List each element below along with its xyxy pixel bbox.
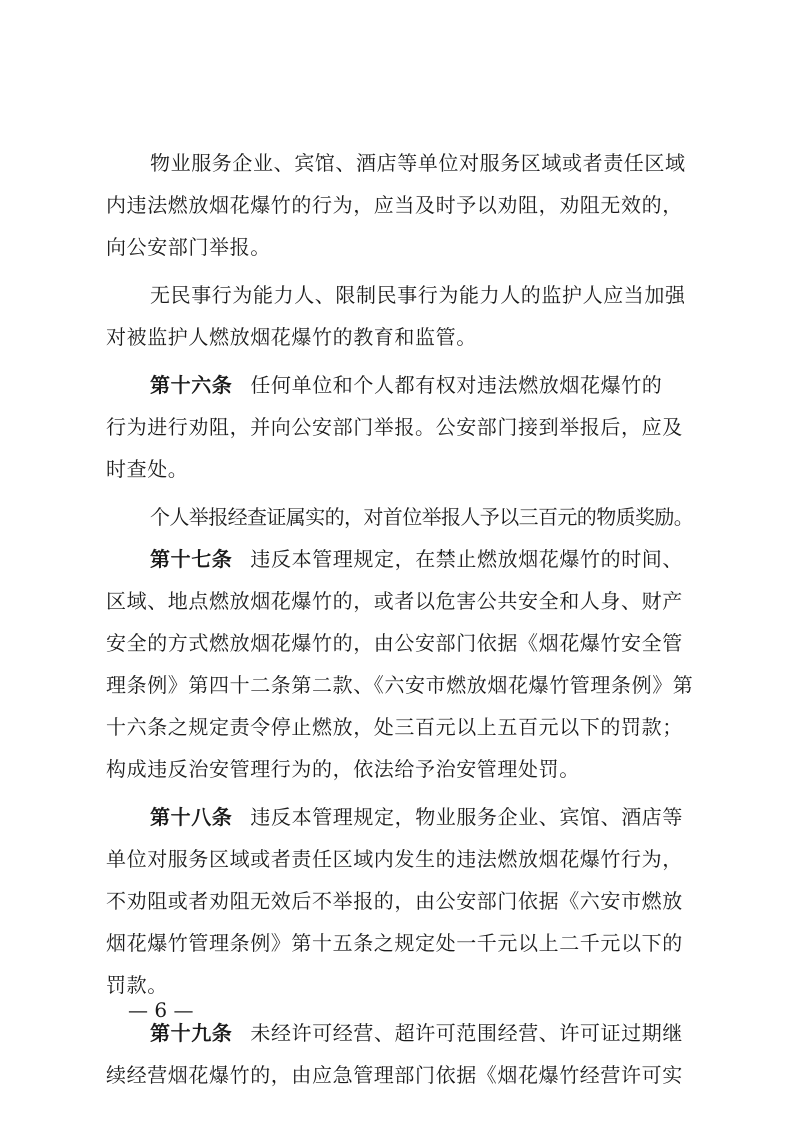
article-text: 违反本管理规定，在禁止燃放烟花爆竹的时间、 (250, 547, 684, 571)
text-line (106, 1012, 702, 1054)
article-16 (106, 364, 702, 490)
article-19 (106, 1012, 702, 1096)
text-line (106, 796, 702, 838)
article-number: 第十六条 (150, 373, 233, 397)
text-line: 内违法燃放烟花爆竹的行为，应当及时予以劝阻，劝阻无效的， (106, 193, 683, 217)
text-line: 无民事行为能力人、限制民事行为能力人的监护人应当加强 (150, 283, 686, 307)
article-18 (106, 796, 702, 1006)
article-text: 违反本管理规定，物业服务企业、宾馆、酒店等 (250, 805, 684, 829)
text-line: 理条例》第四十二条第二款、《六安市燃放烟花爆竹管理条例》第 (106, 673, 694, 697)
document-body (106, 142, 702, 1096)
text-line: 烟花爆竹管理条例》第十五条之规定处一千元以上二千元以下的 (106, 931, 683, 955)
text-line: 单位对服务区域或者责任区域内发生的违法燃放烟花爆竹行为， (106, 847, 683, 871)
paragraph-reward (106, 496, 702, 538)
text-line: 构成违反治安管理行为的，依法给予治安管理处罚。 (106, 757, 580, 781)
paragraph-guardian-duty (106, 274, 702, 358)
article-number: 第十八条 (150, 805, 233, 829)
text-line: 罚款。 (106, 973, 168, 997)
text-line (106, 364, 702, 406)
paragraph-property-duty (106, 142, 702, 268)
text-line (106, 538, 702, 580)
text-line: 个人举报经查证属实的，对首位举报人予以三百元的物质奖励。 (150, 505, 694, 529)
text-line: 安全的方式燃放烟花爆竹的，由公安部门依据《烟花爆竹安全管 (106, 631, 683, 655)
page-number: — 6 — (128, 998, 194, 1022)
text-line: 物业服务企业、宾馆、酒店等单位对服务区域或者责任区域 (150, 151, 686, 175)
text-line: 区域、地点燃放烟花爆竹的，或者以危害公共安全和人身、财产 (106, 589, 683, 613)
text-line: 不劝阻或者劝阻无效后不举报的，由公安部门依据《六安市燃放 (106, 889, 683, 913)
article-17 (106, 538, 702, 790)
article-text: 任何单位和个人都有权对违法燃放烟花爆竹的 (250, 373, 663, 397)
text-line: 时查处。 (106, 457, 189, 481)
article-number: 第十九条 (150, 1021, 233, 1045)
article-number: 第十七条 (150, 547, 233, 571)
text-line: 十六条之规定责令停止燃放，处三百元以上五百元以下的罚款； (106, 715, 683, 739)
text-line: 对被监护人燃放烟花爆竹的教育和监管。 (106, 325, 477, 349)
article-text: 未经许可经营、超许可范围经营、许可证过期继 (250, 1021, 684, 1045)
text-line: 续经营烟花爆竹的，由应急管理部门依据《烟花爆竹经营许可实 (106, 1063, 683, 1087)
text-line: 向公安部门举报。 (106, 235, 271, 259)
text-line: 行为进行劝阻，并向公安部门举报。公安部门接到举报后，应及 (106, 415, 683, 439)
